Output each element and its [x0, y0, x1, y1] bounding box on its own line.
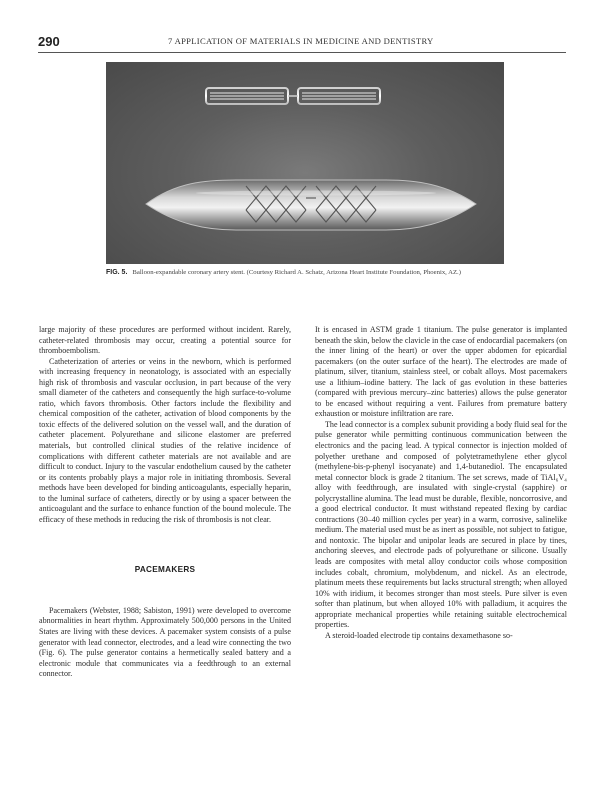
right-paragraph-1: It is encased in ASTM grade 1 titanium. The pulse generator is implanted beneath the skin, below the clavicle in the case of endocardial pacemakers (on the inner lining of the heart) or over the upper abdomen for epicardial pacemakers (on the outer surface of the heart). The electrodes are made of platinum, silver, titanium, stainless steel, or cobalt alloys. Most pacemakers use a lithium–iodine battery. The lack of gas evolution in these batteries (compared with previous mercury–zinc batteries) allows the pulse generator to be encased without requiring a vent. Failures from premature battery exhaustion or moisture infiltration are rare. — [315, 325, 567, 419]
left-paragraph-2: Catheterization of arteries or veins in the newborn, which is performed with increasing frequency in neonatology, is associated with an especially high risk of thrombosis and vascular occlusion, in part because of the very small diameter of the catheters and consequently the high surface-to-volume ratio, which favors thrombosis. Other factors include the flexibility and chemical composition of the catheter, activation of blood components by the toxic effects of the delivered solution on the vessel wall, and the duration of catheter placement. Polyurethane and silicone elastomer are preferred materials, but controlled clinical studies of the relative incidence of complications with different catheter materials are not available and are difficult to conduct. Injury to the vascular endothelium caused by the catheter or its contents probably plays a major role in initiating thrombosis. Several methods have been developed for binding anticoagulants, especially heparin, to the luminal surface of catheters, directly or by using a spacer between the anticoagulant and the surface to enhance function of the bound molecule. The efficacy of these methods in reducing the risk of thrombosis is not clear. — [39, 356, 291, 524]
left-paragraph-3: Pacemakers (Webster, 1988; Sabiston, 1991) were developed to overcome abnormalities in heart rhythm. Approximately 500,000 persons in the United States are living with these devices. A pacemaker system consists of a pulse generator with lead connector, electrodes, and a lead wire connecting the two (Fig. 6). The pulse generator contains a hermetically sealed battery and a electronic module that communicates via a feedthrough to an external connector. — [39, 605, 291, 679]
figure-caption — [106, 268, 506, 278]
section-heading: PACEMAKERS — [134, 565, 196, 575]
running-title: 7 APPLICATION OF MATERIALS IN MEDICINE AND DENTISTRY — [168, 36, 434, 46]
figure-label: FIG. 5. — [106, 269, 128, 276]
unexpanded-stent — [206, 88, 380, 104]
figure-caption-text: Balloon-expandable coronary artery stent. (Courtesy Richard A. Schatz, Arizona Heart Institute Foundation, Phoenix, AZ.) — [132, 269, 461, 276]
stent-illustration — [106, 62, 504, 264]
right-column — [315, 325, 567, 641]
left-column — [39, 325, 291, 680]
page-number: 290 — [38, 34, 60, 49]
balloon — [146, 180, 476, 230]
right-paragraph-2: The lead connector is a complex subunit providing a body fluid seal for the pulse generator while permitting continuous communication between the electronics and the pacing lead. A typical connector is injection molded of polyether urethane and composed of polytetramethylene ether glycol (methylene-bis-p-phenyl isocyanate) and 1,4-butanediol. The encapsulated metal connector block is grade 2 titanium. The set screws, made of TiAl₆V₄ alloy with feedthrough, are insulated with single-crystal (sapphire) or polycrystalline alumina. The lead must be durable, flexible, noncorrosive, and a good electrical conductor. It must withstand repeated flexing by cardiac contractions (30–40 million cycles per year) in a warm, corrosive, salinelike medium. The material used must be as inert as possible, not subject to fatigue, and nontoxic. The bipolar and unipolar leads are secured in place by tines, anchoring sleeves, and electrode pads of polyurethane or silicone. Usually leads are composites with metal alloy conductor coils whose composition includes cobalt, chromium, molybdenum, and nickel. As an electrode, platinum meets these requirements but lacks structural strength; when alloyed 10% with iridium, it becomes stronger than most steels. Pure silver is even softer than platinum, but when alloyed 10% with palladium, it acquires the appropriate mechanical properties while retaining suitable electrochemical properties. — [315, 419, 568, 630]
page-header — [38, 34, 566, 50]
header-rule — [38, 52, 566, 53]
left-paragraph-1: large majority of these procedures are performed without incident. Rarely, catheter-related thrombosis may occur, creating a potential source for thromboembolism. — [39, 325, 291, 356]
right-paragraph-3: A steroid-loaded electrode tip contains dexamethasone so- — [325, 630, 513, 640]
stent-photo — [106, 62, 504, 264]
